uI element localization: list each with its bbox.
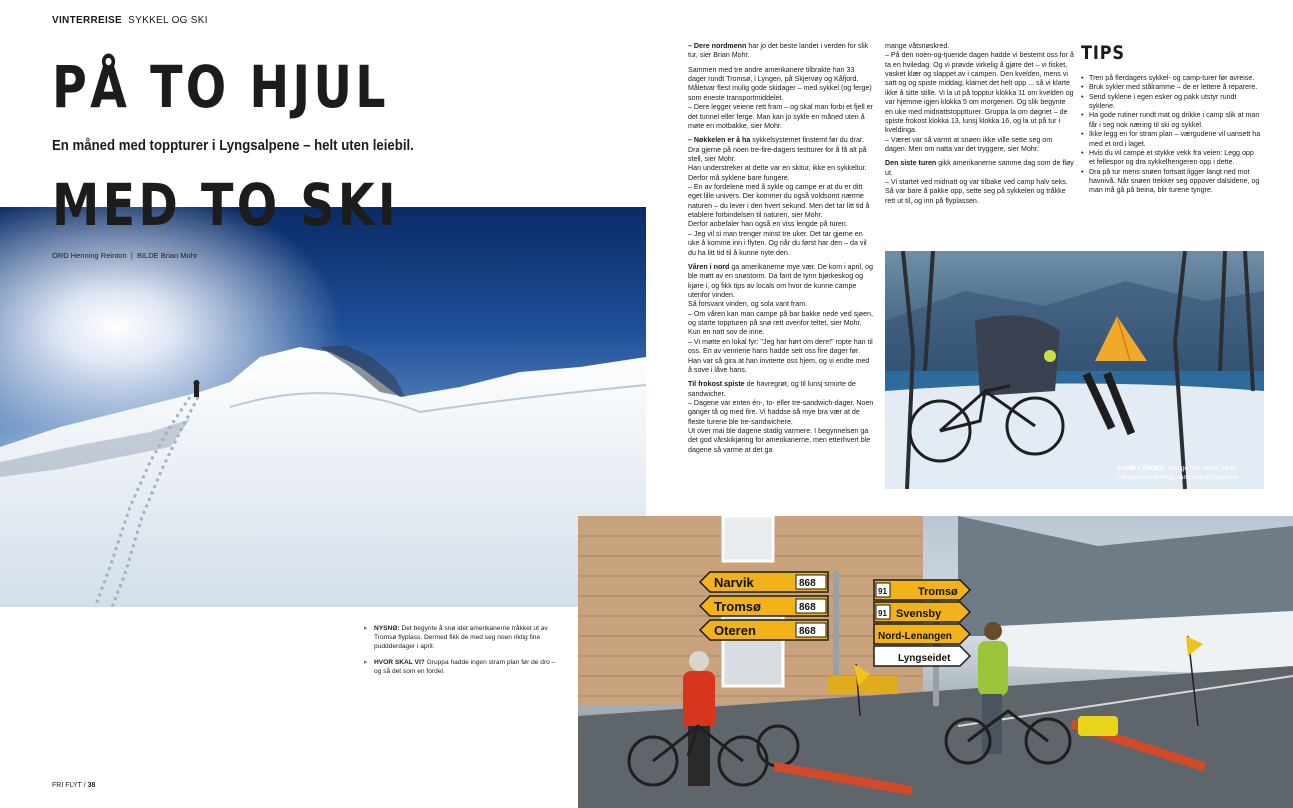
- paragraph: [688, 164, 874, 183]
- caption-text: Det begynte å snø idet amerikanerne tråkket ut av Tromsø flyplass. Dermed fikk de med seg noen riktig fine puddderdager i april.: [374, 625, 548, 651]
- sign-route-number: 868: [799, 602, 816, 613]
- paragraph: [688, 399, 874, 427]
- section-topic: SYKKEL OG SKI: [128, 15, 208, 26]
- paragraph: [688, 380, 874, 399]
- paragraph: [688, 310, 874, 329]
- run-in: Våren i nord: [688, 262, 730, 271]
- sign-tromso-right: Tromsø: [918, 586, 958, 598]
- paragraph-text: har jo det beste landet i verden for slik tur, sier Brian Mohr.: [688, 42, 869, 60]
- paragraph: [885, 51, 1075, 135]
- skier-figure: [194, 380, 200, 397]
- run-in: Den siste turen: [885, 159, 937, 168]
- section-label: VINTERREISE: [52, 15, 122, 26]
- paragraph: [885, 42, 1075, 51]
- paragraph: [688, 230, 874, 258]
- paragraph-text: Han understreker at dette var en skitur, ikke en sykkeltur. Derfor må syklene bare fungere.: [688, 164, 867, 182]
- paragraph-text: Så forsvant vinden, og sola vant fram.: [688, 300, 808, 309]
- paragraph-text: – Jeg vil si man trenger minst tre uker. Det tar gjerne en uke å komme inn i flyten. Og når du først har den – da vil du ha litt tid til å kunne nyte den.: [688, 229, 867, 257]
- paragraph-text: sykkelsystemet finstemt før du drar. Dra gjerne på noen tre-fire-dagers testturer for å få alt på stell, sier Mohr.: [688, 136, 867, 163]
- paragraph-text: de havregrøt, og til lunsj smurte de sandwicher.: [688, 380, 856, 398]
- paragraph: [688, 103, 874, 131]
- paragraph: [688, 328, 874, 337]
- title-line-2: MED TO SKI: [52, 171, 399, 239]
- magazine-name: FRI FLYT: [52, 782, 82, 789]
- run-in: – Dere nordmenn: [688, 42, 747, 50]
- sign-oteren: Oteren: [714, 623, 756, 638]
- folio-separator: /: [83, 782, 86, 789]
- sign-route-number: 91: [878, 587, 887, 596]
- paragraph-text: – Været var så varmt at snøen ikke ville sette seg om dagen. Men om natta var det tryggere, sier Mohr.: [885, 135, 1053, 153]
- run-in: Til frokost spiste: [688, 380, 745, 389]
- title-line-1: PÅ TO HJUL: [52, 53, 389, 121]
- camp-illustration: [885, 251, 1264, 489]
- photo-ski-ridge: [0, 207, 646, 607]
- byline: [52, 251, 197, 260]
- sign-route-number: 91: [878, 609, 887, 618]
- caption-item: [374, 624, 560, 652]
- page-folio: [52, 782, 95, 789]
- paragraph-text: – Om våren kan man campe på bar bakke nede ved sjøen, og starte toppturen på snø rett ovenfor teltet, sier Mohr.: [688, 309, 873, 328]
- paragraph-text: mange våtsnøskred.: [885, 42, 950, 50]
- tip-item: • Hvis du vil campe et stykke vekk fra veien: Legg opp et fellespor og dra sykkelhengeren opp i dette.: [1089, 149, 1261, 168]
- camp-caption-lead: CAMP LYNGEN:: [1117, 465, 1167, 472]
- sign-nord-lenangen: Nord-Lenangen: [878, 631, 952, 642]
- page-number: 38: [87, 782, 96, 789]
- byline-ord-label: ORD: [52, 251, 69, 260]
- tip-item: • Dra på tur mens snøen fortsatt ligger langt ned mot havnivå. Når snøen trekker seg oppover dalsidene, og man må gå på beina, blir turene tyngre.: [1089, 168, 1261, 196]
- paragraph: [688, 42, 874, 61]
- body-column-2: [885, 42, 1075, 211]
- run-in: – Nøkkelen er å ha: [688, 136, 751, 145]
- paragraph: [885, 159, 1075, 178]
- photo-road-signs: [578, 516, 1293, 808]
- paragraph-text: Derfor anbefaler han også en viss lengde på turen.: [688, 220, 848, 229]
- paragraph-text: – På den noen-og-tjuende dagen hadde vi bestemt oss for å ta en hviledag. Og vi prøvde virkelig å gjøre det – vi fisket, vasket klær og slappet av i campen. Den kvelden, mens vi satt og og spiste middag, klarnet det helt opp ... så vi klarte ikke å sitte stille. Vi la ut på topptur klokka 11 om kvelden og var hjemme igjen klokka 5 om morgenen. Og slik begynte en uke med midnattstopptturer. Gruppa la om døgnet – de spiste frokost klokka 13, lunsj klokka 16, og la ut på tur i kveldinga.: [885, 51, 1074, 135]
- byline-bilde-label: BILDE: [136, 251, 159, 260]
- tips-box: [1081, 42, 1261, 196]
- sign-lyngseidet: Lyngseidet: [898, 653, 951, 664]
- tip-item: • Ha gode rutiner rundt mat og drikke i camp slik at man får i seg nok næring til ski og sykkel.: [1089, 111, 1261, 130]
- section-tag: [52, 15, 208, 26]
- paragraph-text: ga amerikanerne mye vær. De kom i april, og ble møtt av en snøstorm. Da fant de tynn bjørkeskog og kjøre i, og fikk tips av locals om hvor de kunne campe utenfor vinden.: [688, 262, 873, 299]
- caption-item: [374, 658, 560, 676]
- tip-item: • Ikke legg en for stram plan – værgudene vil uansett ha med et ord i laget.: [1089, 130, 1261, 149]
- byline-bilde-name: Brian Mohr: [160, 251, 198, 260]
- paragraph-text: – Dere legger veiene rett fram – og skal man forbi et fjell er det tunnel eller ferge. Man kan jo sykle en måned uten å møte en motbakke, sier Mohr.: [688, 103, 873, 130]
- paragraph: [885, 178, 1075, 206]
- paragraph-text: – Vi møtte en lokal fyr: "Jeg har hørt om dere!" ropte han til oss. En av vennene hans hadde sett oss fire dager før. Han var så gira at han inviterte oss hjem, og vi endte med å sove i låve hans.: [688, 337, 873, 374]
- byline-separator: |: [130, 251, 133, 260]
- subtitle: En måned med toppturer i Lyngsalpene – helt uten leiebil.: [52, 137, 414, 154]
- paragraph-text: Ut over mai ble dagene stadig varmere. I begynnelsen ga det god vårskikjøring for amerikanerne, men etterhvert ble dagene så varme at det ga: [688, 427, 871, 454]
- paragraph: [688, 427, 874, 455]
- tip-item: • Tren på flerdagers sykkel- og camp-turer før avreise.: [1089, 74, 1261, 83]
- paragraph-text: gikk amerikanerne samme dag som de fløy ut.: [885, 159, 1074, 177]
- sign-route-number: 868: [799, 578, 816, 589]
- byline-ord-name: Henning Reinton: [70, 251, 127, 260]
- paragraph: [688, 220, 874, 229]
- paragraph-text: Sammen med tre andre amerikanere tilbrakte han 33 dager rundt Tromsø, i Lyngen, på Skjervøy og Kåfjord. Måletvar flest mulig gode skidager – med sykkel (og ferge) som eneste transportmiddelet.: [688, 65, 872, 102]
- paragraph: [688, 263, 874, 300]
- paragraph: [688, 136, 874, 164]
- paragraph: [688, 338, 874, 375]
- tip-item: • Send syklene i egen esker og pakk utstyr rundt syklene.: [1089, 93, 1261, 112]
- sign-tromso: Tromsø: [714, 599, 761, 614]
- paragraph-text: – Vi startet ved midnatt og var tilbake ved camp halv seks. Så var bare å pakke opp, sette seg på sykkelen og tråkke rett ut til, og inn på flyplassen.: [885, 178, 1068, 205]
- body-column-1: [688, 42, 874, 455]
- paragraph: [688, 183, 874, 220]
- tips-title: TIPS: [1081, 42, 1125, 64]
- paragraph-text: – En av fordelene med å sykle og campe er at du er ditt eget lille univers. Der kommer du også voldsomt nærme naturen – du lever i den hvert sekund. Men det tar litt tid å etablere forbindelsen til naturen, sier Mohr.: [688, 183, 870, 220]
- camp-caption-text: Mange fine netter på en måned med sykling, camping og toppturer.: [1117, 465, 1240, 481]
- paragraph: [688, 66, 874, 103]
- ski-ridge-illustration: [0, 207, 646, 607]
- tip-item: • Bruk sykler med stålramme – de er lettere å reparere.: [1089, 83, 1261, 92]
- signpost-left: [700, 572, 828, 640]
- paragraph: [688, 300, 874, 309]
- camp-caption: [1117, 465, 1257, 483]
- caption-lead: HVOR SKAL VI?: [374, 658, 425, 666]
- road-illustration: [578, 516, 1293, 808]
- sign-route-number: 868: [799, 626, 816, 637]
- paragraph-text: – Dagene var enten én-, to- eller tre-sandwich-dager. Noen ganger tå og med fire. Vi haddse så mye bra vær at de fleste turene ble tre-sandwichere.: [688, 398, 874, 426]
- caption-lead: NYSNØ:: [374, 625, 400, 632]
- photo-camp-lyngen: [885, 251, 1264, 489]
- photo-captions: [364, 624, 560, 682]
- paragraph: [885, 136, 1075, 155]
- caption-text: Gruppa hadde ingen stram plan før de dro – og så det som en fordel.: [374, 658, 556, 675]
- tips-list: [1081, 74, 1261, 196]
- paragraph-text: Kun en natt sov de inne.: [688, 328, 765, 337]
- sign-narvik: Narvik: [714, 575, 754, 590]
- sign-svensby: Svensby: [896, 608, 942, 620]
